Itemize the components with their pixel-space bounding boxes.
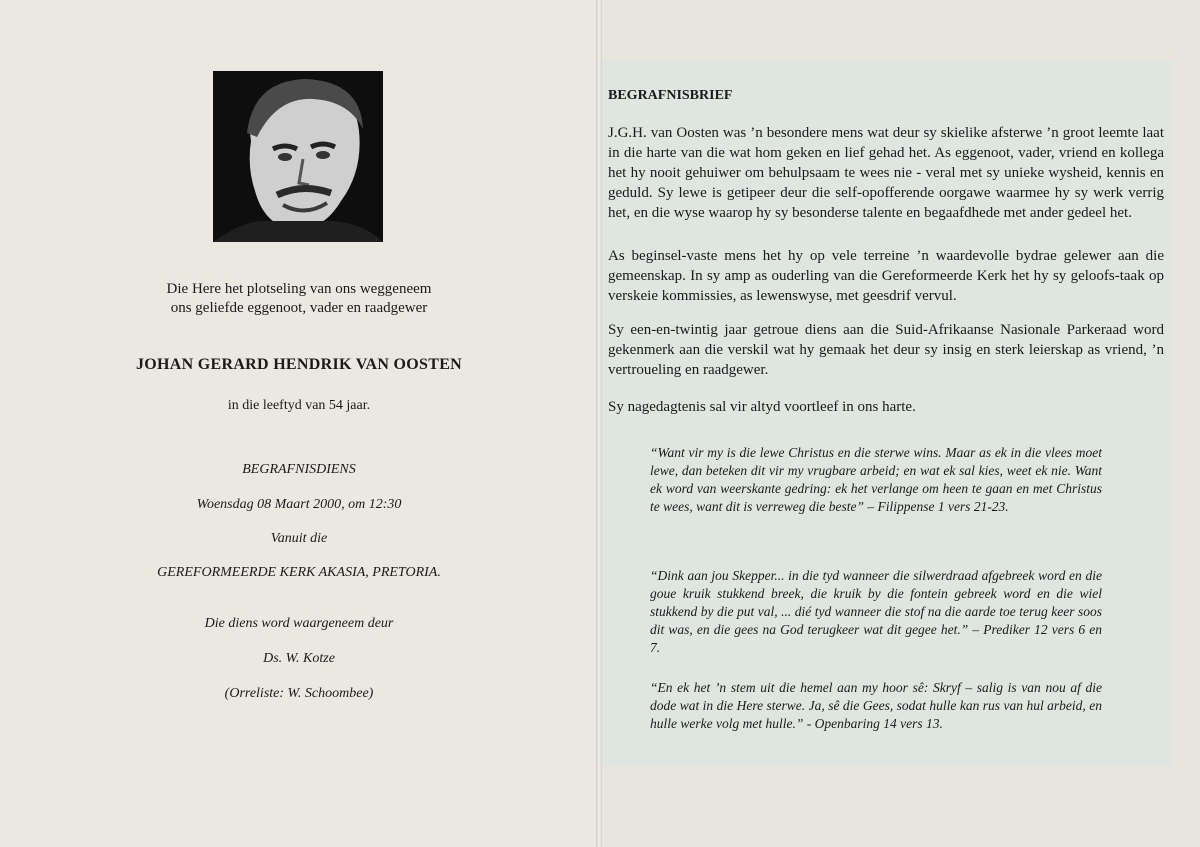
service-title: BEGRAFNISDIENS [242, 462, 356, 477]
minister: Ds. W. Kotze [263, 651, 335, 666]
paragraph-4: Sy nagedagtenis sal vir altyd voortleef in ons harte. [608, 399, 916, 415]
announcement-line-2: ons geliefde eggenoot, vader en raadgewer [170, 300, 428, 316]
scripture-quote-3: “En ek het ’n stem uit die hemel aan my hoor sê: Skryf – salig is van nou af die dode wat in die Here sterwe. Ja, sê die Gees, sodat hulle kan rus van hul arbeid, en hulle werke volg met hulle.” - Openbaring 14 vers 13. [650, 680, 1102, 731]
letter-heading: BEGRAFNISBRIEF [608, 88, 733, 103]
portrait-photo [213, 71, 383, 242]
announcement [60, 280, 538, 318]
venue: GEREFORMEERDE KERK AKASIA, PRETORIA. [157, 565, 441, 580]
service-datetime: Woensdag 08 Maart 2000, om 12:30 [196, 497, 402, 512]
paragraph-2: As beginsel-vaste mens het hy op vele terreine ’n waardevolle bydrae gelewer aan die gemeenskap. In sy amp as ouderling van die Gereformeerde Kerk het hy sy geloofs-taak op verskeie kommissies, as lewenswyse, met geesdrif vervul. [608, 248, 1164, 304]
organist: (Orreliste: W. Schoombee) [224, 686, 374, 701]
scripture-quote-2: “Dink aan jou Skepper... in die tyd wanneer die silwerdraad afgebreek word en die goue kruik stukkend breek, die kruik by die fontein gebreek word en die wiel stukkend by die put val, ... dié tyd wanneer die stof na die aarde toe terug keer soos dit was, en die gees na God terugkeer wat dit gegee het.” – Prediker 12 vers 6 en 7. [650, 568, 1102, 655]
page-fold [596, 0, 602, 847]
paragraph-3: Sy een-en-twintig jaar getroue diens aan die Suid-Afrikaanse Nasionale Parkeraad word gekenmerk aan die verskil wat hy gemaak het deur sy insig en sterk leierskap as vriend, ’n vertroueling en raadgewer. [608, 322, 1164, 378]
deceased-name: JOHAN GERARD HENDRIK VAN OOSTEN [135, 356, 463, 373]
scripture-quote-1: “Want vir my is die lewe Christus en die sterwe wins. Maar as ek in die vlees moet lewe, dan beteken dit vir my vrugbare arbeid; en wat ek sal kies, weet ek nie. Want ek word van weerskante gedring: ek het verlange om heen te gaan en met Christus te wees, want dit is verreweg die beste” – Filippense 1 vers 21-23. [650, 445, 1102, 514]
conducted-intro: Die diens word waargeneem deur [204, 616, 394, 631]
paragraph-1: J.G.H. van Oosten was ’n besondere mens wat deur sy skielike afsterwe ’n groot leemte laat in die harte van die wat hom geken en lief gehad het. As eggenoot, vader, vriend en kollega het hy nooit gehuiwer om behulpsaam te wees nie - veral met sy unieke wysheid, kennis en geduld. Sy lewe is getipeer deur die self-opofferende oorgawe waarmee hy sy werk verrig het, en die wyse waarop hy sy besonderse talente en begaafdhede met ander gedeel het. [608, 125, 1164, 221]
age-line: in die leeftyd van 54 jaar. [227, 398, 371, 413]
venue-intro: Vanuit die [270, 531, 328, 546]
announcement-line-1: Die Here het plotseling van ons weggeneem [166, 281, 432, 297]
